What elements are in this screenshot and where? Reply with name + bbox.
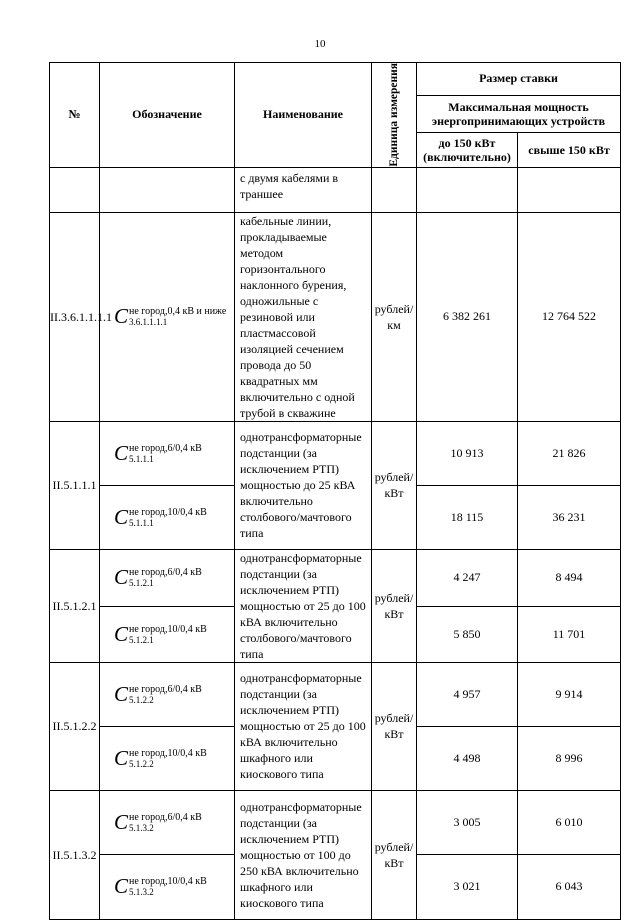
symbol-sub: 5.1.2.2 — [129, 694, 154, 705]
table-row — [50, 421, 621, 485]
symbol-sub: 5.1.3.2 — [129, 822, 154, 833]
unit-cell: рублей/кВт — [372, 662, 417, 790]
header-max-power: Максимальная мощность энергопринимающих устройств — [417, 95, 621, 132]
designation-cell — [100, 485, 235, 549]
header-row-1 — [50, 63, 621, 96]
table-row — [50, 790, 621, 854]
unit-cell: рублей/кВт — [372, 421, 417, 549]
symbol-sup: не город,6/0,4 кВ — [129, 567, 202, 579]
value-over-150: 8 494 — [518, 549, 621, 606]
symbol-c: C — [114, 681, 129, 706]
symbol-c: C — [114, 304, 129, 329]
value-over-150: 11 701 — [518, 606, 621, 662]
header-no: № — [50, 63, 100, 168]
value-over-150: 6 043 — [518, 854, 621, 919]
unit-cell: рублей/кВт — [372, 790, 417, 919]
designation-cell — [100, 421, 235, 485]
symbol-c: C — [114, 809, 129, 834]
unit-cell: рублей/км — [372, 212, 417, 421]
header-over-150: свыше 150 кВт — [518, 132, 621, 167]
value-up-to-150: 3 021 — [417, 854, 518, 919]
symbol-c: C — [114, 745, 129, 770]
symbol-c: C — [114, 874, 129, 899]
designation-cell — [100, 606, 235, 662]
designation-cell — [100, 212, 235, 421]
symbol-sub: 3.6.1.1.1.1 — [129, 317, 168, 328]
value-up-to-150: 10 913 — [417, 421, 518, 485]
name-cell: однотрансформаторные подстанции (за исключением РТП) мощностью от 25 до 100 кВА включительно столбового/мачтового типа — [235, 549, 372, 662]
value-up-to-150: 6 382 261 — [417, 212, 518, 421]
value-up-to-150: 5 850 — [417, 606, 518, 662]
designation-cell — [100, 662, 235, 726]
row-number: II.3.6.1.1.1.1 — [50, 212, 100, 421]
symbol-c: C — [114, 565, 129, 590]
value-over-150: 6 010 — [518, 790, 621, 854]
name-cell: кабельные линии, прокладываемые методом горизонтального наклонного бурения, одножильные с резиновой или пластмассовой изоляцией сечением провода до 50 квадратных мм включительно с одной трубой в скважине — [235, 212, 372, 421]
value-up-to-150: 3 005 — [417, 790, 518, 854]
header-unit — [372, 63, 417, 168]
name-cell: однотрансформаторные подстанции (за исключением РТП) мощностью до 25 кВА включительно столбового/мачтового типа — [235, 421, 372, 549]
table-row — [50, 167, 621, 212]
value-up-to-150: 4 498 — [417, 726, 518, 790]
designation-cell — [100, 854, 235, 919]
header-rate-size: Размер ставки — [417, 63, 621, 96]
page-number: 10 — [314, 38, 326, 50]
name-cell: однотрансформаторные подстанции (за исключением РТП) мощностью от 25 до 100 кВА включительно шкафного или киоскового типа — [235, 662, 372, 790]
symbol-sub: 5.1.2.1 — [129, 634, 154, 645]
row-number: II.5.1.1.1 — [50, 421, 100, 549]
symbol-sup: не город,10/0,4 кВ — [129, 876, 207, 888]
symbol-c: C — [114, 440, 129, 465]
header-designation: Обозначение — [100, 63, 235, 168]
designation-cell — [100, 790, 235, 854]
symbol-sub: 5.1.3.2 — [129, 887, 154, 898]
name-cell: однотрансформаторные подстанции (за исключением РТП) мощностью от 100 до 250 кВА включительно шкафного или киоскового типа — [235, 790, 372, 919]
designation-cell — [100, 549, 235, 606]
value-over-150: 8 996 — [518, 726, 621, 790]
symbol-sub: 5.1.1.1 — [129, 453, 154, 464]
header-name: Наименование — [235, 63, 372, 168]
value-up-to-150: 4 247 — [417, 549, 518, 606]
table-row — [50, 212, 621, 421]
value-over-150: 36 231 — [518, 485, 621, 549]
symbol-sup: не город,10/0,4 кВ — [129, 747, 207, 759]
table-row — [50, 662, 621, 726]
name-cell: с двумя кабелями в траншее — [235, 167, 372, 212]
value-over-150: 21 826 — [518, 421, 621, 485]
value-up-to-150: 4 957 — [417, 662, 518, 726]
row-number: II.5.1.2.2 — [50, 662, 100, 790]
symbol-sub: 5.1.1.1 — [129, 517, 154, 528]
header-unit-text: Единица измерения — [388, 63, 400, 167]
symbol-sub: 5.1.2.1 — [129, 578, 154, 589]
unit-cell: рублей/кВт — [372, 549, 417, 662]
symbol-sup: не город,6/0,4 кВ — [129, 811, 202, 823]
symbol-c: C — [114, 621, 129, 646]
symbol-sup: не город,10/0,4 кВ — [129, 506, 207, 518]
symbol-sup: не город,6/0,4 кВ — [129, 442, 202, 454]
row-number: II.5.1.3.2 — [50, 790, 100, 919]
value-up-to-150: 18 115 — [417, 485, 518, 549]
symbol-sup: не город,6/0,4 кВ — [129, 683, 202, 695]
designation-cell — [100, 726, 235, 790]
value-over-150: 12 764 522 — [518, 212, 621, 421]
symbol-sup: не город,0,4 кВ и ниже — [129, 306, 227, 318]
tariff-table — [49, 62, 621, 920]
symbol-c: C — [114, 504, 129, 529]
value-over-150: 9 914 — [518, 662, 621, 726]
table-row — [50, 549, 621, 606]
row-number: II.5.1.2.1 — [50, 549, 100, 662]
header-up-to-150: до 150 кВт (включительно) — [417, 132, 518, 167]
symbol-sub: 5.1.2.2 — [129, 758, 154, 769]
symbol-sup: не город,10/0,4 кВ — [129, 623, 207, 635]
